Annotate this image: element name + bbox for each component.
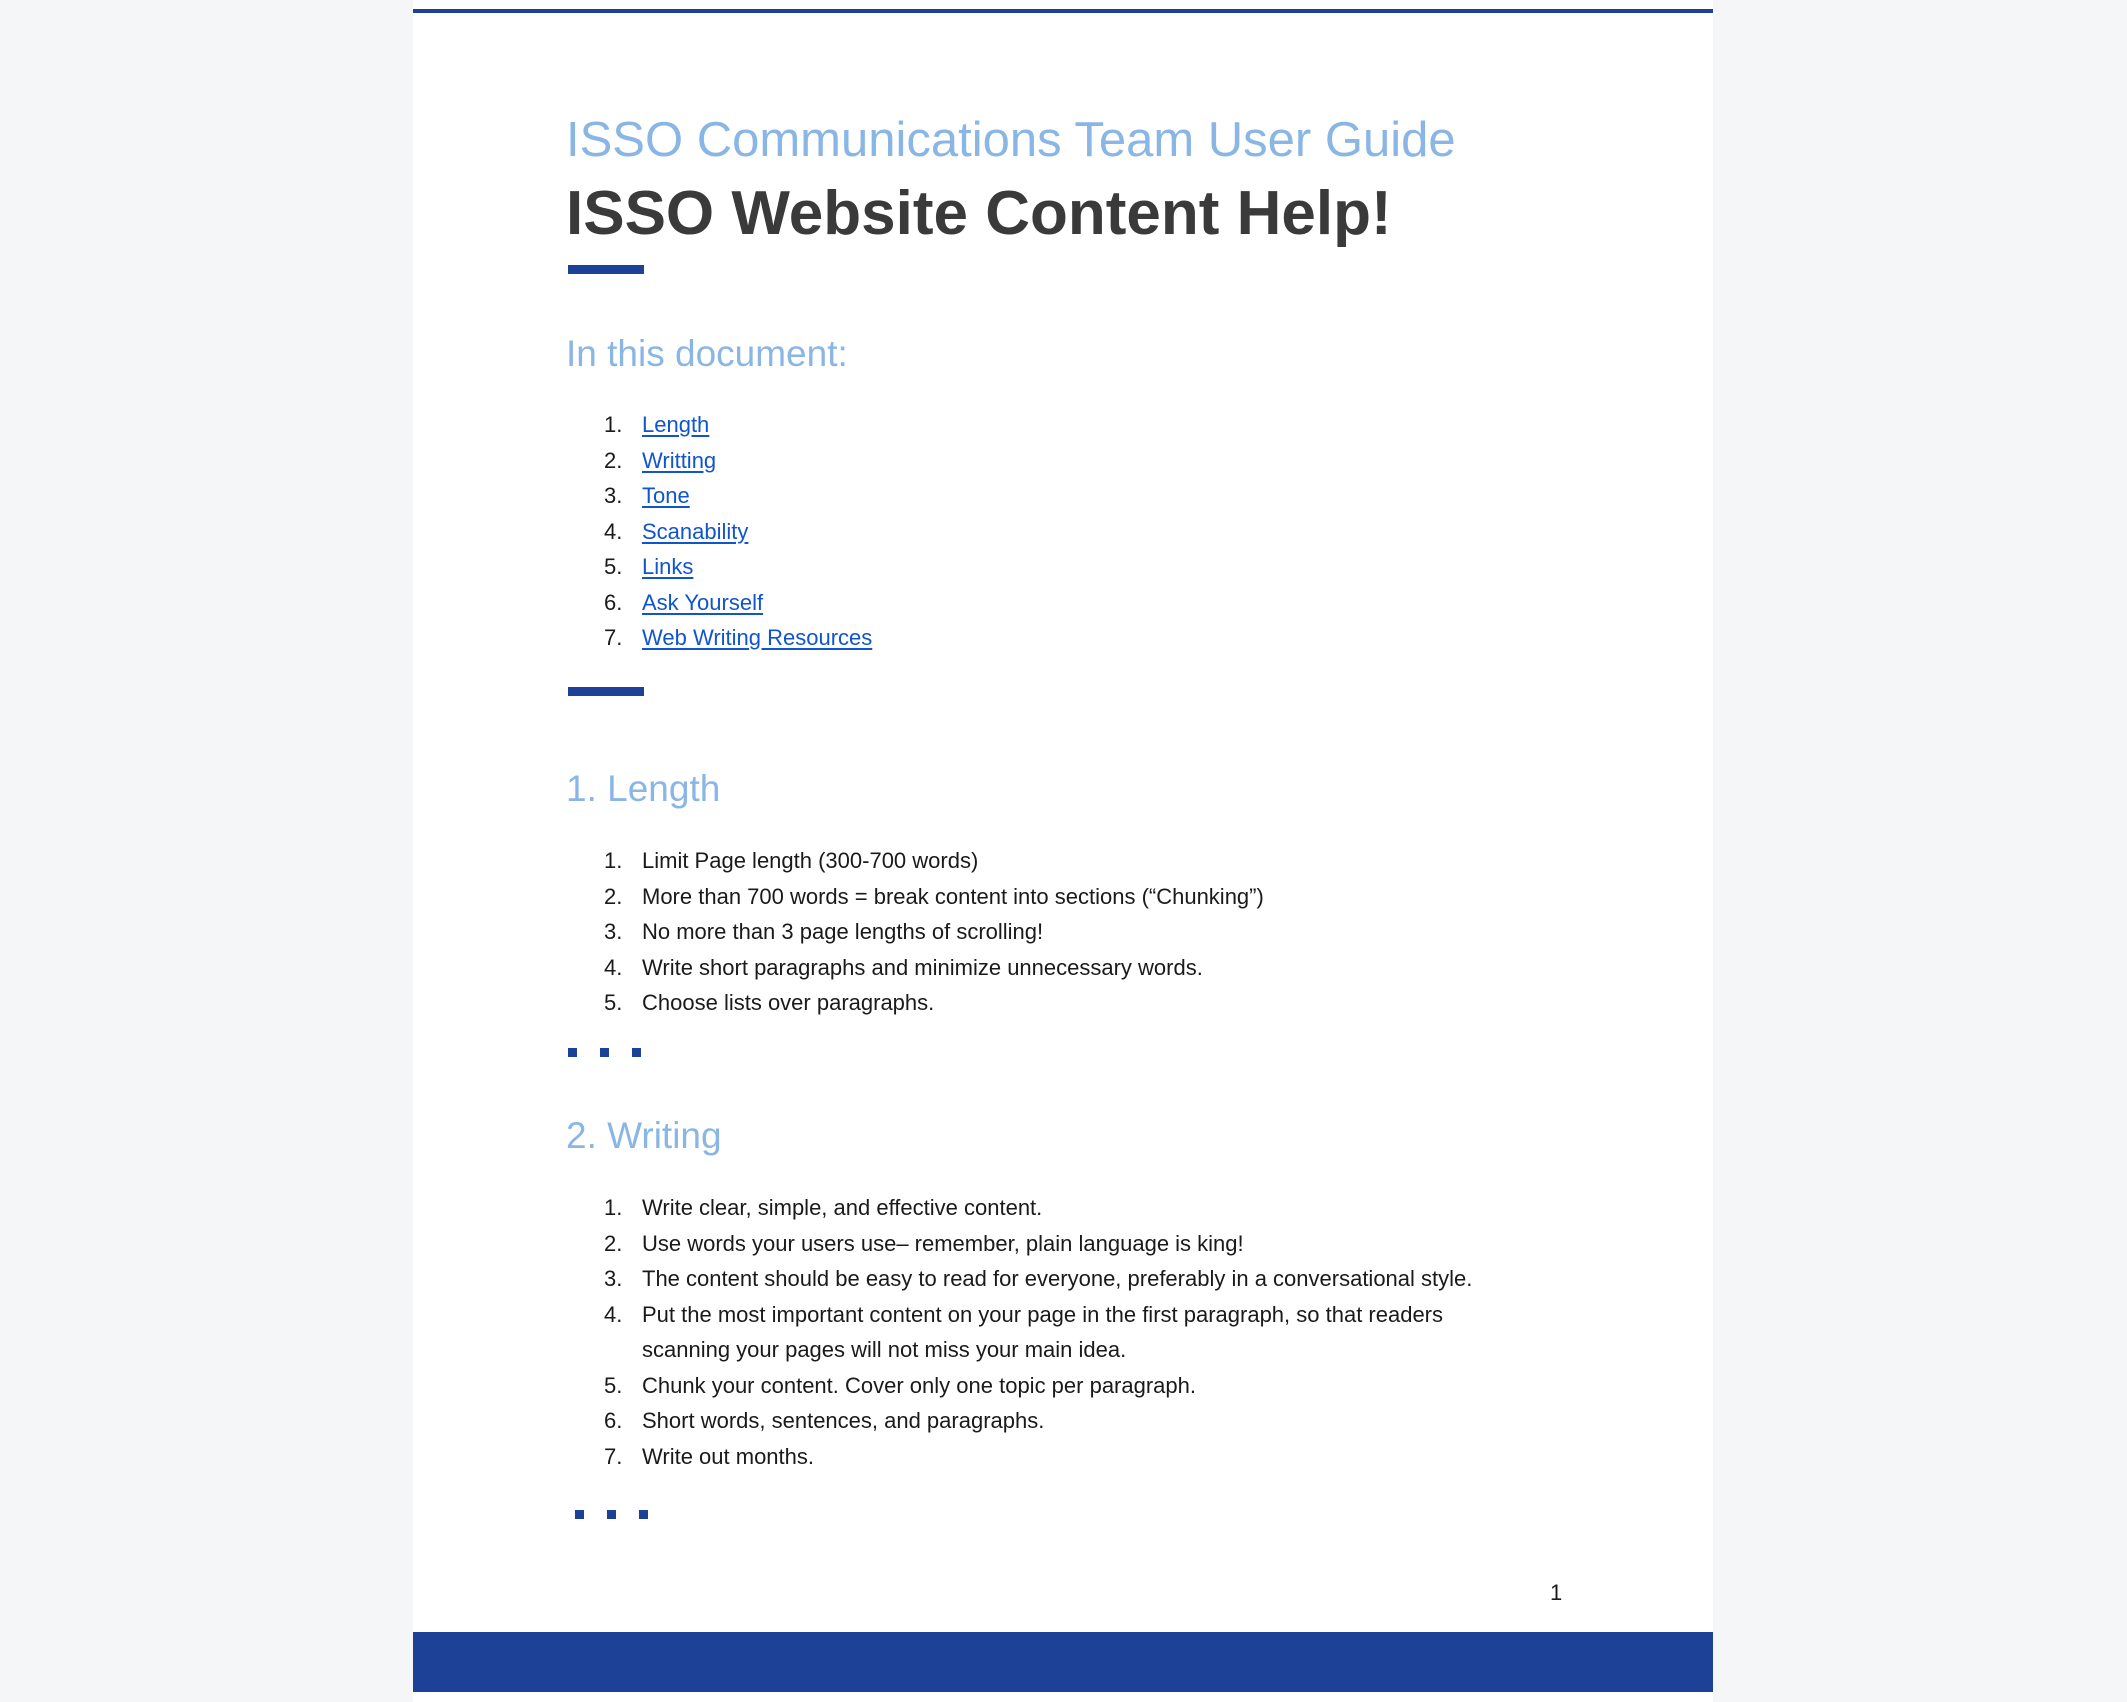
toc-heading: In this document:	[566, 333, 848, 374]
list-number: 3.	[604, 919, 623, 944]
list-item-text: The content should be easy to read for everyone, preferably in a conversational style.	[642, 1266, 1473, 1291]
document-title: ISSO Website Content Help!	[566, 179, 1392, 248]
section-separator-dots	[568, 1048, 641, 1057]
list-item	[566, 914, 1526, 950]
list-number: 1.	[604, 412, 623, 437]
toc-link-scanability[interactable]: Scanability	[642, 518, 749, 544]
list-item	[566, 1368, 1526, 1404]
toc-link-links[interactable]: Links	[642, 554, 694, 579]
toc-link-ask-yourself[interactable]: Ask Yourself	[642, 589, 764, 615]
toc-divider	[568, 687, 644, 696]
list-number: 3.	[604, 1266, 623, 1291]
list-number: 4.	[604, 954, 623, 980]
list-item-text: Short words, sentences, and paragraphs.	[642, 1408, 1045, 1433]
list-number: 2.	[604, 447, 623, 473]
list-number: 2.	[604, 883, 623, 909]
footer-band	[413, 1632, 1713, 1692]
toc-item	[566, 620, 1526, 656]
page-number: 1	[1550, 1580, 1563, 1605]
list-number: 7.	[604, 625, 623, 650]
toc-item	[566, 478, 1526, 514]
title-divider	[568, 265, 644, 274]
list-item	[566, 1297, 1526, 1368]
list-number: 6.	[604, 589, 623, 615]
toc-item	[566, 407, 1526, 443]
list-item-text: Write short paragraphs and minimize unnecessary words.	[642, 954, 1203, 980]
toc-item	[566, 443, 1526, 479]
toc-list	[566, 407, 1526, 656]
list-number: 5.	[604, 990, 623, 1015]
list-number: 4.	[604, 518, 623, 544]
separator-dot	[632, 1048, 641, 1057]
section-heading-writing: 2. Writing	[566, 1115, 722, 1156]
list-item-text: Chunk your content. Cover only one topic per paragraph.	[642, 1372, 1196, 1398]
list-item-text: More than 700 words = break content into sections (“Chunking”)	[642, 883, 1264, 909]
toc-item	[566, 585, 1526, 621]
list-number: 3.	[604, 483, 623, 508]
list-number: 1.	[604, 1195, 623, 1220]
document-subtitle: ISSO Communications Team User Guide	[566, 113, 1456, 167]
list-item	[566, 950, 1526, 986]
separator-dot	[639, 1510, 648, 1519]
list-item	[566, 1226, 1526, 1262]
list-item	[566, 1403, 1526, 1439]
top-rule	[413, 9, 1713, 13]
list-item-text: No more than 3 page lengths of scrolling!	[642, 919, 1044, 944]
list-item	[566, 1439, 1526, 1475]
list-item-text: Limit Page length (300-700 words)	[642, 848, 979, 873]
list-number: 5.	[604, 554, 623, 579]
document-page	[413, 0, 1713, 1702]
separator-dot	[568, 1048, 577, 1057]
separator-dot	[607, 1510, 616, 1519]
list-number: 6.	[604, 1408, 623, 1433]
list-number: 2.	[604, 1230, 623, 1256]
list-item	[566, 1261, 1526, 1297]
separator-dot	[575, 1510, 584, 1519]
toc-link-web-writing-resources[interactable]: Web Writing Resources	[642, 625, 873, 650]
toc-link-tone[interactable]: Tone	[642, 483, 690, 508]
list-item	[566, 879, 1526, 915]
list-item-text: Write out months.	[642, 1443, 814, 1469]
list-item-text: Choose lists over paragraphs.	[642, 990, 935, 1015]
writing-list	[566, 1190, 1526, 1474]
list-item	[566, 1190, 1526, 1226]
list-number: 5.	[604, 1372, 623, 1398]
length-list	[566, 843, 1526, 1021]
list-item-text: Use words your users use– remember, plain language is king!	[642, 1230, 1244, 1256]
list-item	[566, 843, 1526, 879]
section-separator-dots	[575, 1510, 648, 1519]
section-heading-length: 1. Length	[566, 768, 721, 809]
toc-item	[566, 549, 1526, 585]
toc-link-length[interactable]: Length	[642, 412, 710, 437]
list-item	[566, 985, 1526, 1021]
list-number: 4.	[604, 1301, 623, 1327]
separator-dot	[600, 1048, 609, 1057]
list-number: 1.	[604, 848, 623, 873]
list-item-text: Write clear, simple, and effective content.	[642, 1195, 1043, 1220]
toc-item	[566, 514, 1526, 550]
list-number: 7.	[604, 1443, 623, 1469]
list-item-text: Put the most important content on your page in the first paragraph, so that readers scanning your pages will not miss your main idea.	[642, 1301, 1444, 1362]
toc-link-writting[interactable]: Writting	[642, 447, 717, 473]
